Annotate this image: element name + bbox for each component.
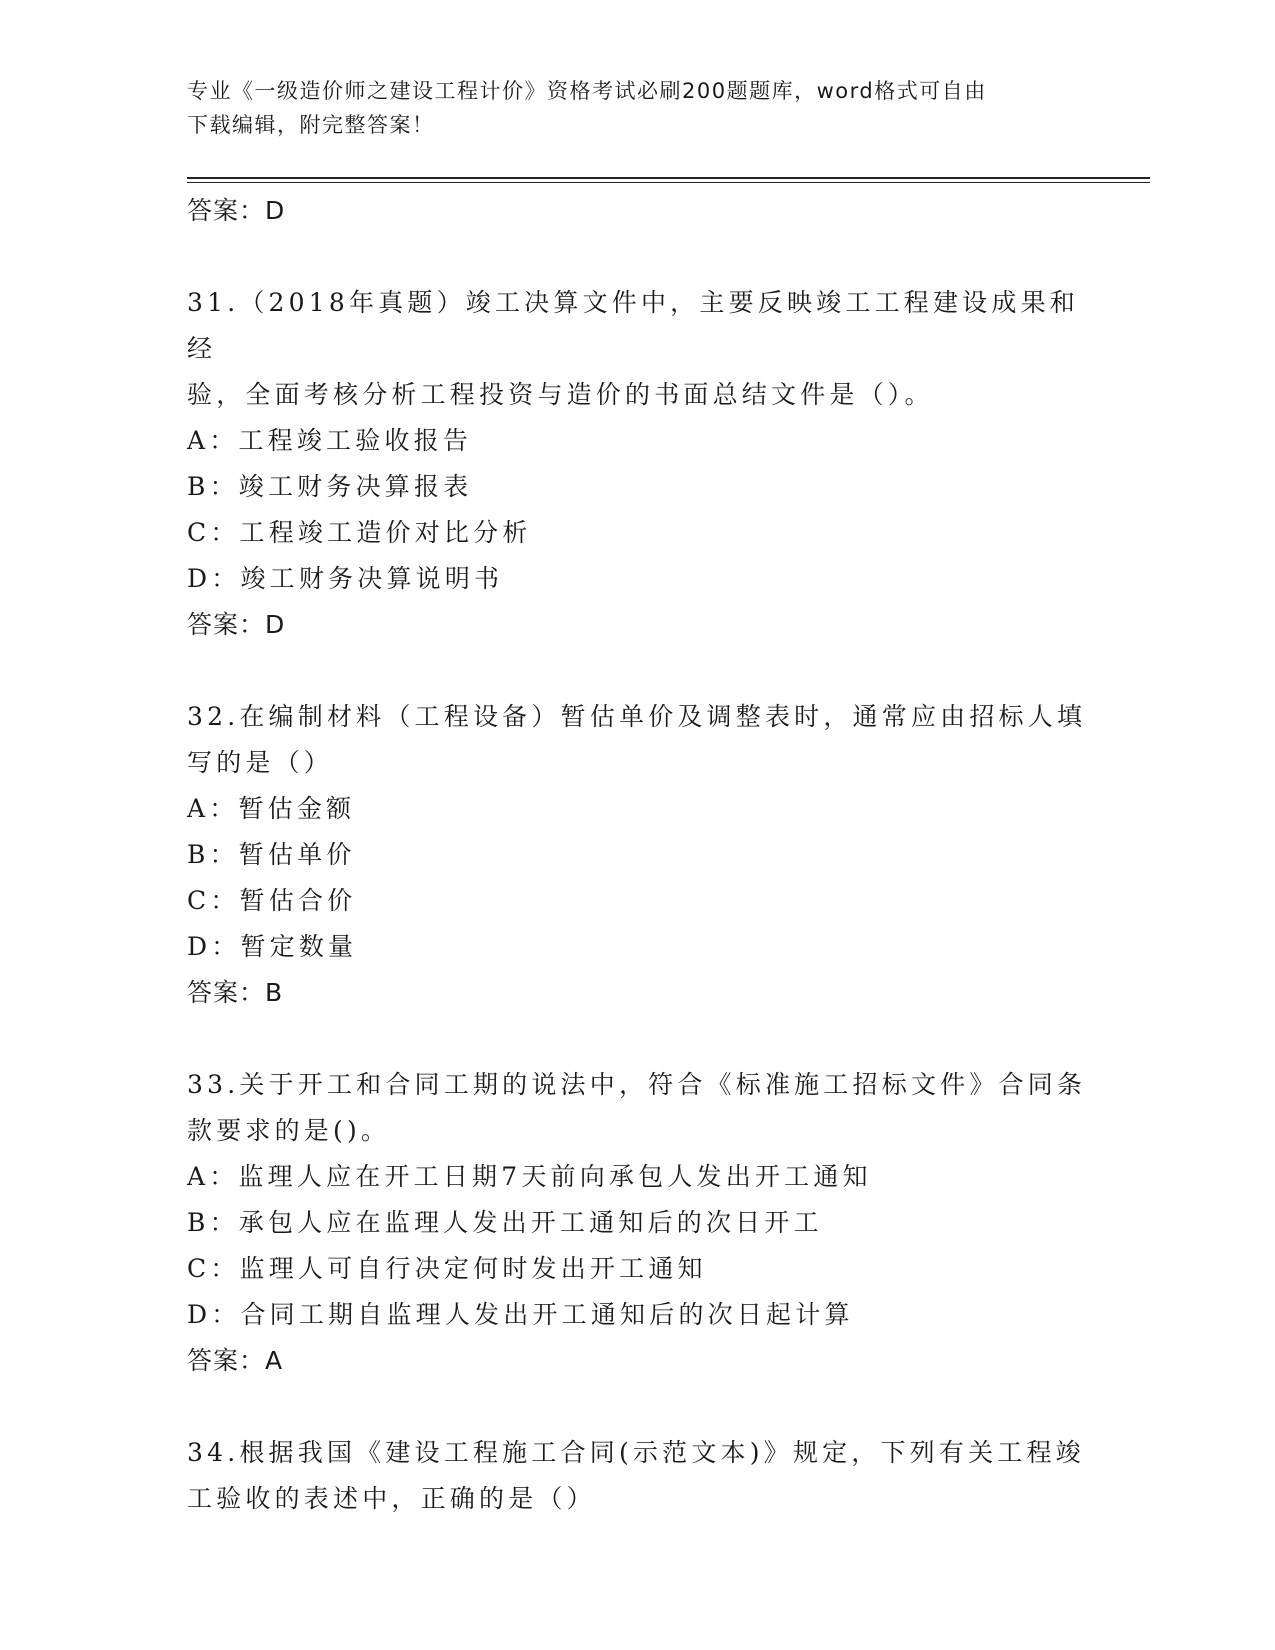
document-body [187, 188, 1087, 1522]
header-divider [187, 177, 1150, 179]
question-31-option-a: A：工程竣工验收报告 [187, 426, 473, 455]
question-34-line-2: 工验收的表述中，正确的是（） [187, 1484, 596, 1513]
question-32-option-b: B：暂估单价 [187, 840, 356, 869]
header-line-1: 专业《一级造价师之建设工程计价》资格考试必刷200题题库，word格式可自由 [187, 79, 987, 103]
question-33 [187, 1062, 1087, 1384]
question-31-option-d: D：竣工财务决算说明书 [187, 564, 504, 593]
spacer [187, 1384, 1087, 1430]
question-34 [187, 1430, 1087, 1522]
question-31 [187, 280, 1087, 648]
question-34-line-1: 34.根据我国《建设工程施工合同(示范文本)》规定，下列有关工程竣 [187, 1438, 1085, 1467]
question-33-line-2: 款要求的是()。 [187, 1116, 391, 1145]
spacer [187, 648, 1087, 694]
question-32-line-1: 32.在编制材料（工程设备）暂估单价及调整表时，通常应由招标人填 [187, 702, 1087, 731]
question-32-option-c: C：暂估合价 [187, 886, 357, 915]
header-line-2: 下载编辑，附完整答案！ [187, 113, 435, 137]
answer-32: 答案：B [187, 978, 284, 1007]
question-31-option-c: C：工程竣工造价对比分析 [187, 518, 532, 547]
question-33-option-b: B：承包人应在监理人发出开工通知后的次日开工 [187, 1208, 823, 1237]
question-33-option-c: C：监理人可自行决定何时发出开工通知 [187, 1254, 707, 1283]
spacer [187, 1016, 1087, 1062]
question-33-option-a: A：监理人应在开工日期7天前向承包人发出开工通知 [187, 1162, 872, 1191]
answer-33: 答案：A [187, 1346, 284, 1375]
answer-30: 答案：D [187, 196, 286, 225]
question-33-line-1: 33.关于开工和合同工期的说法中，符合《标准施工招标文件》合同条 [187, 1070, 1087, 1099]
question-33-option-d: D：合同工期自监理人发出开工通知后的次日起计算 [187, 1300, 854, 1329]
question-32-option-a: A：暂估金额 [187, 794, 356, 823]
question-32-option-d: D：暂定数量 [187, 932, 358, 961]
spacer [187, 234, 1087, 280]
question-32 [187, 694, 1087, 1016]
question-31-option-b: B：竣工财务决算报表 [187, 472, 473, 501]
question-32-line-2: 写的是（） [187, 748, 334, 777]
question-31-line-1: 31.（2018年真题）竣工决算文件中，主要反映竣工工程建设成果和经 [187, 288, 1079, 363]
page-header [187, 74, 1087, 142]
answer-31: 答案：D [187, 610, 286, 639]
question-31-line-2: 验，全面考核分析工程投资与造价的书面总结文件是（）。 [187, 380, 934, 409]
header-divider-thin [187, 182, 1150, 183]
